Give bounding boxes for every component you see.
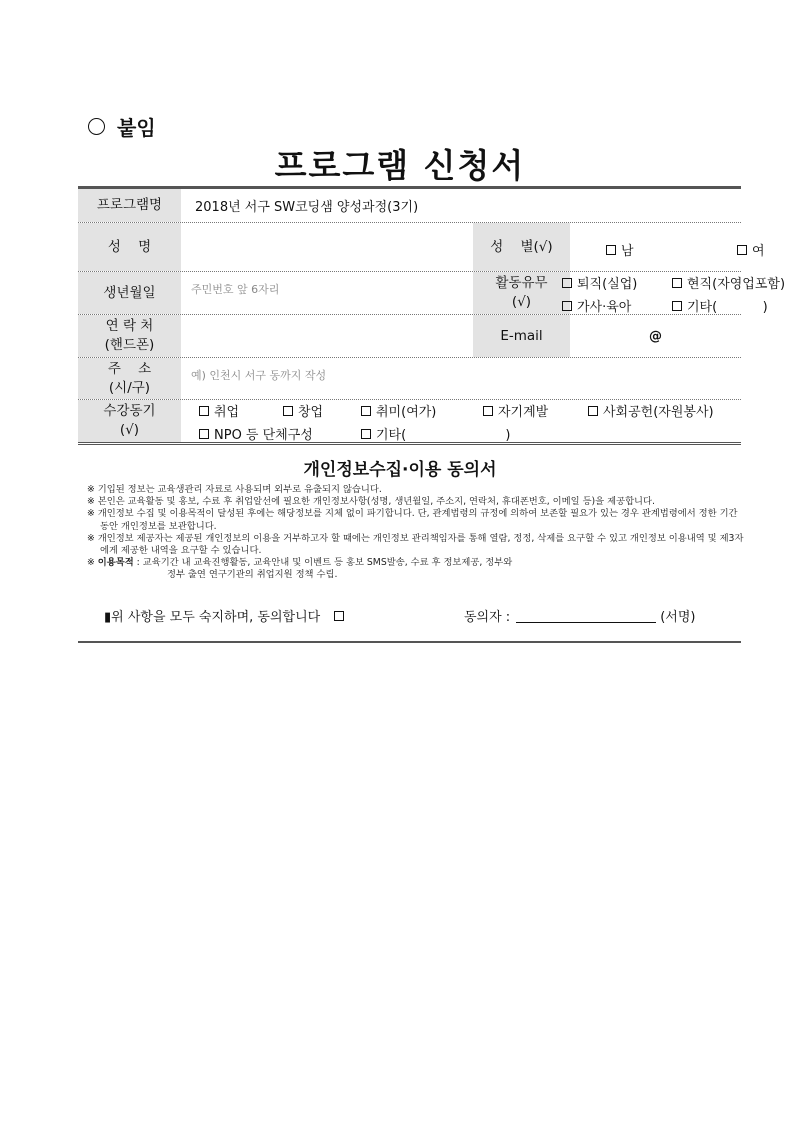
program-value: 2018년 서구 SW코딩샘 양성과정(3기): [195, 200, 419, 215]
gender-female-label: 여: [752, 244, 765, 259]
privacy-purpose: [87, 557, 747, 569]
contact-label-line1: 연 락 처: [105, 318, 154, 334]
gender-label: 성 별(√): [473, 223, 570, 271]
name-field[interactable]: [181, 223, 473, 271]
checkbox-icon: [562, 278, 572, 288]
email-field[interactable]: @: [649, 328, 662, 344]
motive-row: [78, 400, 741, 442]
address-label-line1: 주 소: [107, 360, 152, 377]
motive-option-label: 취미(여가): [376, 405, 437, 420]
checkbox-icon: [199, 429, 209, 439]
motive-options: [181, 400, 741, 442]
privacy-note: ※ 본인은 교육활동 및 홍보, 수료 후 취업알선에 필요한 개인정보사항(성명, 생년월일, 주소지, 연락처, 휴대폰번호, 이메일 등)을 제공합니다.: [87, 496, 655, 508]
checkbox-icon: [562, 301, 572, 311]
name-row: [78, 223, 765, 272]
consenter-label: 동의자 :: [464, 610, 511, 625]
checkbox-icon: [283, 406, 293, 416]
contact-label: [78, 315, 181, 357]
contact-row: [78, 315, 741, 358]
purpose-label: 이용목적: [97, 557, 134, 569]
consent-checkbox[interactable]: [334, 611, 344, 621]
motive-option-npo[interactable]: [199, 424, 313, 443]
employment-option-label: 기타( ): [687, 300, 768, 315]
motive-option-label: 취업: [214, 405, 240, 420]
privacy-title: 개인정보수집·이용 동의서: [303, 460, 497, 480]
contact-label-line2: (핸드폰): [104, 337, 155, 353]
consent-text: ▮위 사항을 모두 숙지하며, 동의합니다: [104, 610, 321, 625]
address-label-line2: (시/구): [108, 379, 151, 396]
motive-label: [78, 400, 181, 442]
consenter-line: [464, 606, 695, 625]
motive-label-line1: 수강동기: [103, 403, 156, 419]
program-label: 프로그램명: [78, 189, 181, 222]
attachment-text: 붙임: [117, 116, 156, 140]
privacy-purpose-cont: 정부 출연 연구기관의 취업지원 정책 수립.: [167, 569, 338, 581]
privacy-note: ※ 개인정보 수집 및 이용목적이 달성된 후에는 해당정보를 지체 없이 파기합니다. 단, 관계법령의 규정에 의하여 보존할 필요가 있는 경우 관계법령에서 정한 기간 동안 개인정보를 보관합니다.: [87, 508, 738, 532]
purpose-text: : 교육기간 내 교육진행활동, 교육안내 및 이벤트 등 홍보 SMS발송, 수료 후 정보제공, 정부와: [133, 557, 513, 569]
motive-option-selfdev[interactable]: [483, 401, 548, 420]
attachment-label: [88, 112, 156, 141]
signature-label: (서명): [660, 610, 696, 625]
gender-options: [570, 223, 765, 271]
name-label: 성 명: [78, 223, 181, 271]
privacy-note: ※ 개인정보 제공자는 제공된 개인정보의 이용을 거부하고자 할 때에는 개인정보 관리책임자를 통해 열람, 정정, 삭제를 요구할 수 있고 개인정보 이용내역 및 제3자에게 제공한 내역을 요구할 수 있습니다.: [87, 532, 744, 557]
circle-icon: [88, 118, 105, 135]
motive-label-line2: (√): [119, 422, 140, 438]
gender-male-checkbox[interactable]: [606, 240, 634, 259]
checkbox-icon: [483, 406, 493, 416]
program-row: [78, 189, 741, 223]
checkbox-icon: [361, 429, 371, 439]
address-row: [78, 358, 741, 400]
birth-label: 생년월일: [78, 272, 181, 314]
address-field[interactable]: 예) 인천시 서구 동까지 작성: [191, 369, 327, 382]
employment-option-label: 가사·육아: [577, 300, 632, 315]
employment-option-label: 퇴직(실업): [577, 277, 638, 292]
checkbox-icon: [606, 245, 616, 255]
bottom-rule: [78, 641, 741, 643]
motive-option-label: 사회공헌(자원봉사): [603, 405, 714, 420]
email-label: E-mail: [473, 315, 570, 357]
motive-option-label: NPO 등 단체구성: [214, 428, 313, 443]
checkbox-icon: [361, 406, 371, 416]
application-form: [78, 186, 786, 445]
employment-options: [570, 272, 786, 315]
checkbox-icon: [199, 406, 209, 416]
privacy-note: ※ 기입된 정보는 교육생관리 자료로 사용되며 외부로 유출되지 않습니다.: [87, 484, 382, 495]
employment-option-other[interactable]: [672, 296, 768, 315]
checkbox-icon: [672, 301, 682, 311]
signature-field[interactable]: [516, 608, 656, 623]
consent-line: [104, 606, 349, 625]
employment-option-retired[interactable]: [562, 273, 637, 292]
contact-field[interactable]: [181, 315, 473, 357]
motive-option-label: 기타( ): [376, 428, 511, 443]
birth-row: [78, 272, 786, 315]
motive-option-job[interactable]: [199, 401, 239, 420]
motive-option-hobby[interactable]: [361, 401, 436, 420]
employment-label-line1: 활동유무: [495, 275, 548, 291]
motive-option-volunteer[interactable]: [588, 401, 714, 420]
motive-option-label: 자기계발: [498, 405, 549, 420]
page-title: 프로그램 신청서: [274, 146, 526, 185]
privacy-notes: [87, 484, 747, 582]
gender-female-checkbox[interactable]: [737, 240, 765, 259]
checkbox-icon: [672, 278, 682, 288]
purpose-prefix: ※: [87, 557, 98, 569]
employment-option-homemaker[interactable]: [562, 296, 631, 315]
motive-option-other[interactable]: [361, 424, 510, 443]
employment-label: [473, 272, 570, 314]
checkbox-icon: [588, 406, 598, 416]
employment-option-employed[interactable]: [672, 273, 785, 292]
checkbox-icon: [737, 245, 747, 255]
gender-male-label: 남: [621, 244, 634, 259]
motive-option-startup[interactable]: [283, 401, 323, 420]
employment-label-line2: (√): [511, 294, 532, 310]
address-label: [78, 358, 181, 399]
motive-option-label: 창업: [298, 405, 324, 420]
birth-field[interactable]: 주민번호 앞 6자리: [191, 283, 280, 296]
employment-option-label: 현직(자영업포함): [687, 277, 786, 292]
